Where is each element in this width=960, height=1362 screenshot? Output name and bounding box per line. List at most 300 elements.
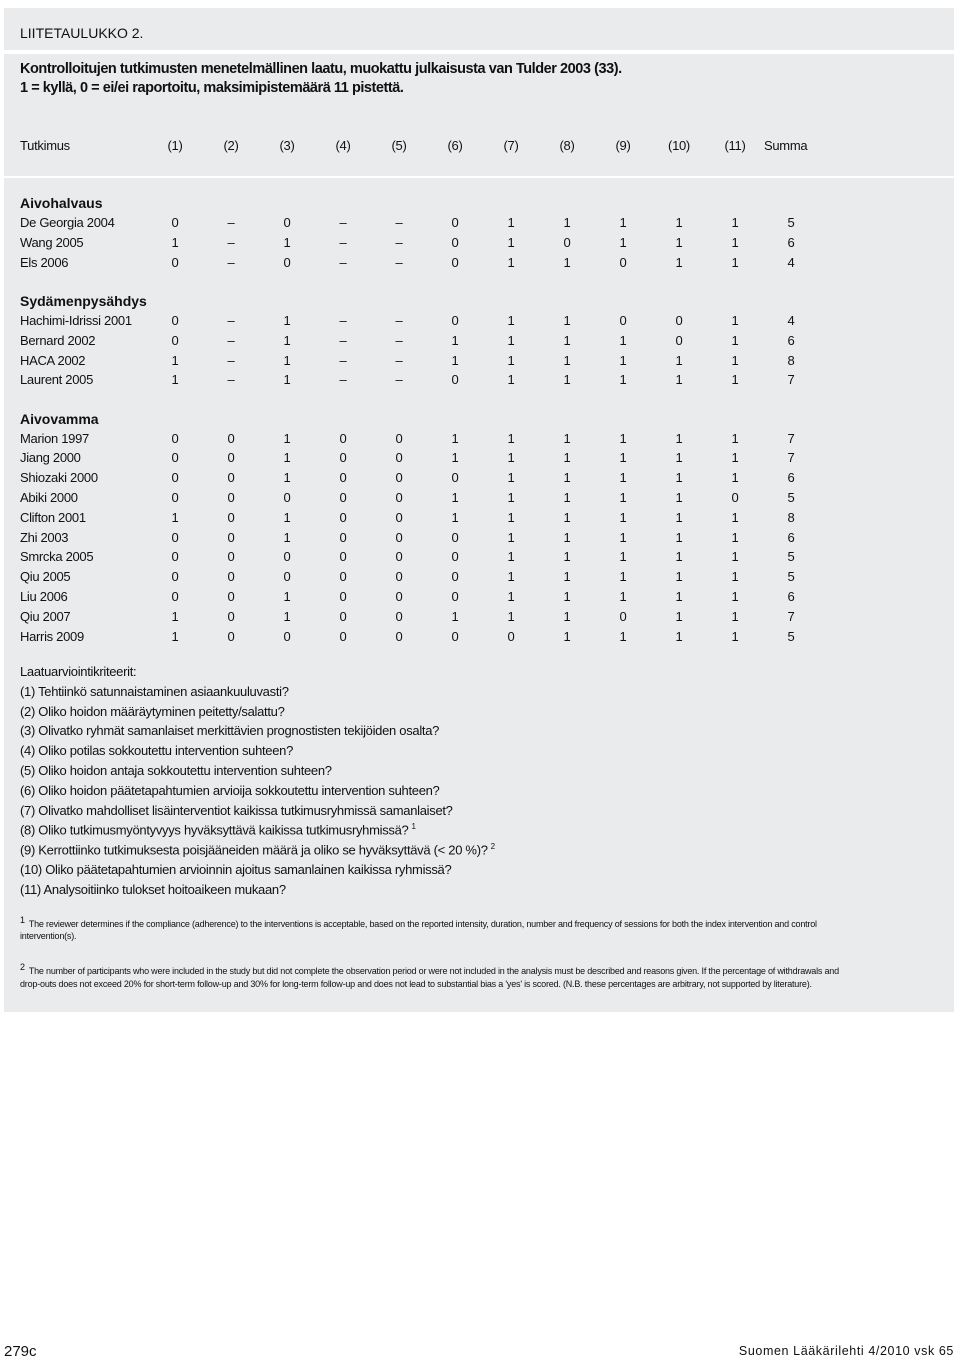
score-cell: 1: [619, 430, 627, 446]
score-cell: 0: [283, 569, 291, 585]
score-cell: –: [339, 372, 347, 388]
score-cell: 0: [339, 569, 347, 585]
score-cell: 1: [507, 312, 515, 328]
sum-cell: 7: [787, 608, 795, 624]
score-cell: 1: [563, 352, 571, 368]
score-cell: –: [227, 312, 235, 328]
footnote-ref: 2: [490, 842, 495, 852]
score-cell: 1: [731, 332, 739, 348]
score-cell: 1: [619, 352, 627, 368]
score-cell: 0: [171, 589, 179, 604]
study-name: Jiang 2000: [20, 450, 81, 466]
footnote-text: drop-outs does not exceed 20% for short-term follow-up and 30% for long-term follow-up and does not lead to substantial bias a 'yes' is scored. (N.B. these percentages are arbitrary, not supported by literature).: [20, 979, 812, 989]
score-cell: 0: [395, 430, 403, 446]
header-criterion-3: (3): [279, 138, 295, 153]
score-cell: 1: [675, 608, 683, 624]
score-cell: 1: [619, 549, 627, 565]
score-cell: 1: [619, 372, 627, 388]
score-cell: 1: [675, 490, 683, 505]
footnote-text: The number of participants who were included in the study but did not complete the observation period or were not included in the analysis must be described and reasons given. If the percentage of withdrawals and: [28, 966, 839, 976]
score-cell: 0: [451, 628, 459, 644]
sum-cell: 6: [787, 234, 795, 250]
score-cell: 0: [395, 529, 403, 545]
sum-cell: 5: [787, 215, 795, 230]
score-cell: 0: [619, 312, 627, 328]
score-cell: 1: [563, 372, 571, 388]
study-name: Harris 2009: [20, 628, 84, 644]
sum-cell: 6: [787, 589, 795, 604]
study-name: Bernard 2002: [20, 332, 96, 348]
score-cell: 1: [675, 569, 683, 585]
score-cell: 1: [171, 234, 179, 250]
score-cell: 0: [395, 509, 403, 525]
page-number: 279c: [4, 1343, 37, 1360]
score-cell: –: [227, 352, 235, 368]
score-cell: 1: [507, 430, 515, 446]
score-cell: 1: [171, 509, 179, 525]
score-cell: 1: [507, 372, 515, 388]
score-cell: –: [339, 234, 347, 250]
score-cell: 1: [675, 549, 683, 565]
score-cell: 0: [283, 628, 291, 644]
criterion-item: [20, 723, 439, 738]
score-cell: –: [395, 352, 403, 368]
table-row: [20, 353, 940, 371]
score-cell: 0: [283, 490, 291, 505]
score-cell: 1: [507, 608, 515, 624]
score-cell: –: [395, 234, 403, 250]
score-cell: 0: [451, 569, 459, 585]
score-cell: 1: [563, 589, 571, 604]
score-cell: 1: [283, 450, 291, 466]
score-cell: 1: [675, 450, 683, 466]
table-row: [20, 549, 940, 567]
score-cell: 1: [563, 608, 571, 624]
score-cell: 0: [283, 549, 291, 565]
criterion-item: [20, 763, 332, 778]
score-cell: 0: [451, 234, 459, 250]
study-name: De Georgia 2004: [20, 215, 115, 230]
criterion-item: [20, 783, 439, 798]
score-cell: 1: [507, 470, 515, 486]
score-cell: 0: [227, 608, 235, 624]
sum-cell: 4: [787, 254, 795, 270]
score-cell: 1: [731, 470, 739, 486]
footnote-mark: 2: [20, 962, 25, 972]
study-name: Wang 2005: [20, 234, 84, 250]
study-name: Els 2006: [20, 254, 69, 270]
criterion-text: (7) Olivatko mahdolliset lisäinterventiot kaikissa tutkimusryhmissä samanlaiset?: [20, 802, 453, 818]
score-cell: 1: [731, 569, 739, 585]
score-cell: 0: [171, 430, 179, 446]
table-row: [20, 313, 940, 331]
score-cell: 1: [507, 509, 515, 525]
score-cell: 1: [675, 470, 683, 486]
study-name: Hachimi-Idrissi 2001: [20, 312, 132, 328]
sum-cell: 5: [787, 490, 795, 505]
table-row: [20, 372, 940, 390]
score-cell: 1: [171, 372, 179, 388]
criterion-item: [20, 882, 286, 897]
header-criterion-4: (4): [335, 138, 351, 153]
score-cell: 1: [283, 529, 291, 545]
study-name: Laurent 2005: [20, 372, 94, 388]
score-cell: 0: [339, 490, 347, 505]
score-cell: 1: [731, 254, 739, 270]
score-cell: 1: [675, 589, 683, 604]
score-cell: 0: [227, 470, 235, 486]
score-cell: 1: [507, 450, 515, 466]
criterion-text: (1) Tehtiinkö satunnaistaminen asiaankuuluvasti?: [20, 683, 289, 699]
score-cell: 0: [451, 215, 459, 230]
score-cell: 1: [563, 470, 571, 486]
criterion-text: (3) Olivatko ryhmät samanlaiset merkittävien prognostisten tekijöiden osalta?: [20, 723, 440, 739]
score-cell: 1: [507, 215, 515, 230]
score-cell: 1: [451, 332, 459, 348]
score-cell: 0: [395, 470, 403, 486]
score-cell: 1: [619, 628, 627, 644]
study-name: Smrcka 2005: [20, 549, 94, 565]
score-cell: 0: [171, 470, 179, 486]
score-cell: 1: [171, 352, 179, 368]
footnote-line: [20, 931, 76, 941]
score-cell: –: [227, 372, 235, 388]
criterion-text: (11) Analysoitiinko tulokset hoitoaikeen mukaan?: [20, 881, 286, 897]
table-row: [20, 510, 940, 528]
footnote-line: [20, 962, 839, 976]
score-cell: 0: [339, 628, 347, 644]
score-cell: 1: [563, 430, 571, 446]
score-cell: 1: [283, 312, 291, 328]
score-cell: 0: [171, 215, 179, 230]
score-cell: 1: [731, 608, 739, 624]
score-cell: 1: [563, 450, 571, 466]
score-cell: 0: [339, 470, 347, 486]
score-cell: 1: [563, 312, 571, 328]
criterion-item: [20, 842, 495, 857]
score-cell: 1: [675, 254, 683, 270]
score-cell: 1: [731, 215, 739, 230]
score-cell: 0: [395, 549, 403, 565]
criterion-item: [20, 743, 293, 758]
score-cell: 0: [339, 608, 347, 624]
score-cell: –: [339, 352, 347, 368]
footnote-text: intervention(s).: [20, 931, 77, 941]
score-cell: 1: [451, 490, 459, 505]
score-cell: 0: [395, 608, 403, 624]
score-cell: 0: [227, 569, 235, 585]
criterion-text: (5) Oliko hoidon antaja sokkoutettu intervention suhteen?: [20, 763, 332, 778]
score-cell: 1: [451, 352, 459, 368]
score-cell: 1: [675, 529, 683, 545]
score-cell: 1: [507, 332, 515, 348]
header-criterion-10: (10): [668, 138, 690, 153]
score-cell: 0: [171, 312, 179, 328]
score-cell: –: [395, 372, 403, 388]
study-name: HACA 2002: [20, 352, 86, 368]
header-criterion-7: (7): [503, 138, 519, 153]
score-cell: 0: [619, 608, 627, 624]
score-cell: 1: [507, 569, 515, 585]
score-cell: 1: [619, 589, 627, 604]
score-cell: 0: [171, 332, 179, 348]
score-cell: 0: [171, 254, 179, 270]
sum-cell: 6: [787, 470, 795, 486]
criterion-item: [20, 704, 285, 719]
score-cell: 1: [563, 569, 571, 585]
score-cell: 1: [563, 509, 571, 525]
score-cell: 0: [283, 215, 291, 230]
score-cell: –: [339, 332, 347, 348]
criterion-item: [20, 822, 416, 837]
title-line: Kontrolloitujen tutkimusten menetelmällinen laatu, muokattu julkaisusta van Tulder 2003 (33).: [20, 61, 622, 77]
score-cell: 0: [675, 312, 683, 328]
score-cell: 1: [675, 234, 683, 250]
criterion-text: (4) Oliko potilas sokkoutettu intervention suhteen?: [20, 743, 294, 759]
score-cell: 0: [171, 450, 179, 466]
header-summa: Summa: [764, 138, 808, 153]
score-cell: 1: [731, 529, 739, 545]
sum-cell: 5: [787, 549, 795, 565]
group-title: Aivohalvaus: [20, 195, 103, 211]
score-cell: 1: [507, 490, 515, 505]
score-cell: 0: [451, 589, 459, 604]
score-cell: 0: [451, 312, 459, 328]
score-cell: –: [395, 254, 403, 270]
score-cell: 0: [339, 529, 347, 545]
score-cell: 1: [731, 549, 739, 565]
score-cell: 1: [563, 529, 571, 545]
header-criterion-5: (5): [391, 138, 407, 153]
table-row: [20, 490, 940, 508]
score-cell: 0: [171, 529, 179, 545]
score-cell: 0: [451, 529, 459, 545]
footnote-text: The reviewer determines if the compliance (adherence) to the interventions is acceptable, based on the reported intensity, duration, number and frequency of sessions for both the index intervention and control: [28, 919, 817, 929]
score-cell: 1: [619, 470, 627, 486]
sum-cell: 6: [787, 529, 795, 545]
sum-cell: 7: [787, 372, 795, 388]
footnote-line: [20, 979, 812, 989]
score-cell: 0: [395, 569, 403, 585]
table-row: [20, 589, 940, 607]
table-row: [20, 215, 940, 233]
table-panel: [4, 54, 954, 1012]
score-cell: 0: [507, 628, 515, 644]
score-cell: 1: [283, 332, 291, 348]
score-cell: 1: [675, 372, 683, 388]
score-cell: 0: [227, 509, 235, 525]
table-row: [20, 450, 940, 468]
score-cell: 0: [451, 254, 459, 270]
score-cell: 0: [227, 490, 235, 505]
journal-footer: Suomen Lääkärilehti 4/2010 vsk 65: [738, 1344, 954, 1358]
score-cell: –: [227, 215, 235, 230]
score-cell: 1: [507, 352, 515, 368]
score-cell: 1: [731, 450, 739, 466]
table-row: [20, 431, 940, 449]
score-cell: 0: [227, 589, 235, 604]
score-cell: 1: [507, 234, 515, 250]
table-row: [20, 255, 940, 273]
score-cell: 0: [619, 254, 627, 270]
score-cell: 1: [451, 450, 459, 466]
score-cell: 0: [451, 470, 459, 486]
score-cell: –: [227, 254, 235, 270]
study-name: Abiki 2000: [20, 490, 78, 505]
score-cell: 1: [507, 549, 515, 565]
score-cell: 0: [171, 549, 179, 565]
sum-cell: 6: [787, 332, 795, 348]
score-cell: 1: [283, 608, 291, 624]
study-name: Shiozaki 2000: [20, 470, 98, 486]
sum-cell: 7: [787, 430, 795, 446]
score-cell: 0: [731, 490, 739, 505]
score-cell: 1: [731, 628, 739, 644]
score-cell: 1: [675, 352, 683, 368]
table-row: [20, 470, 940, 488]
score-cell: 1: [731, 234, 739, 250]
study-name: Qiu 2005: [20, 569, 71, 585]
score-cell: 0: [227, 549, 235, 565]
score-cell: 1: [619, 509, 627, 525]
score-cell: 1: [283, 589, 291, 604]
header-criterion-2: (2): [223, 138, 239, 153]
score-cell: 1: [283, 352, 291, 368]
score-cell: 1: [563, 332, 571, 348]
score-cell: 1: [675, 430, 683, 446]
study-name: Marion 1997: [20, 430, 89, 446]
table-row: [20, 235, 940, 253]
header-criterion-6: (6): [447, 138, 463, 153]
score-cell: 1: [563, 628, 571, 644]
table-row: [20, 609, 940, 627]
criterion-text: (10) Oliko päätetapahtumien arvioinnin ajoitus samanlainen kaikissa ryhmissä?: [20, 862, 452, 877]
score-cell: 1: [507, 589, 515, 604]
score-cell: 0: [675, 332, 683, 348]
score-cell: 1: [563, 215, 571, 230]
score-cell: 0: [395, 589, 403, 604]
score-cell: 1: [619, 569, 627, 585]
score-cell: 1: [731, 589, 739, 604]
header-criterion-1: (1): [167, 138, 183, 153]
sum-cell: 5: [787, 569, 795, 585]
study-name: Clifton 2001: [20, 509, 86, 525]
score-cell: 1: [731, 430, 739, 446]
score-cell: –: [339, 215, 347, 230]
score-cell: 1: [171, 608, 179, 624]
table-row: [20, 333, 940, 351]
criterion-item: [20, 684, 289, 699]
score-cell: 0: [227, 430, 235, 446]
score-cell: 0: [395, 628, 403, 644]
score-cell: 1: [731, 509, 739, 525]
table-row: [20, 530, 940, 548]
score-cell: 1: [619, 215, 627, 230]
score-cell: 1: [451, 509, 459, 525]
score-cell: 1: [619, 234, 627, 250]
group-title: Sydämenpysähdys: [20, 292, 147, 309]
criterion-text: (6) Oliko hoidon päätetapahtumien arvioija sokkoutettu intervention suhteen?: [20, 782, 440, 798]
score-cell: 1: [563, 254, 571, 270]
score-cell: 0: [227, 450, 235, 466]
sum-cell: 8: [787, 509, 795, 525]
score-cell: 1: [507, 529, 515, 545]
score-cell: 0: [339, 589, 347, 604]
criterion-text: (9) Kerrottiinko tutkimuksesta poisjääneiden määrä ja oliko se hyväksyttävä (< 20 %)?: [20, 842, 488, 858]
score-cell: –: [395, 215, 403, 230]
table-label: LIITETAULUKKO 2.: [20, 25, 144, 41]
score-cell: 0: [451, 549, 459, 565]
study-name: Zhi 2003: [20, 529, 69, 545]
study-name: Qiu 2007: [20, 608, 71, 624]
score-cell: 1: [675, 628, 683, 644]
score-cell: –: [339, 254, 347, 270]
criterion-text: (8) Oliko tutkimusmyöntyvyys hyväksyttävä kaikissa tutkimusryhmissä?: [20, 822, 409, 838]
score-cell: 0: [339, 509, 347, 525]
score-cell: –: [227, 234, 235, 250]
score-cell: 0: [451, 372, 459, 388]
score-cell: 1: [283, 470, 291, 486]
score-cell: 1: [619, 332, 627, 348]
score-cell: 1: [451, 430, 459, 446]
score-cell: 1: [563, 490, 571, 505]
sum-cell: 4: [787, 312, 795, 328]
score-cell: 1: [283, 234, 291, 250]
header-criterion-9: (9): [615, 138, 631, 153]
score-cell: 1: [675, 509, 683, 525]
score-cell: 1: [731, 312, 739, 328]
score-cell: 0: [227, 628, 235, 644]
score-cell: 0: [283, 254, 291, 270]
score-cell: 1: [507, 254, 515, 270]
score-cell: 1: [619, 450, 627, 466]
header-criterion-11: (11): [724, 138, 746, 153]
table-label-panel: [4, 8, 954, 50]
score-cell: 1: [171, 628, 179, 644]
score-cell: –: [395, 332, 403, 348]
score-cell: 1: [563, 549, 571, 565]
score-cell: 0: [339, 450, 347, 466]
score-cell: –: [339, 312, 347, 328]
footnote-ref: 1: [411, 822, 416, 832]
header-divider: [4, 176, 954, 178]
score-cell: 0: [395, 490, 403, 505]
score-cell: 1: [731, 372, 739, 388]
header-criterion-8: (8): [559, 138, 575, 153]
study-name: Liu 2006: [20, 589, 68, 604]
group-title: Aivovamma: [20, 410, 99, 427]
score-cell: 1: [675, 215, 683, 230]
criteria-title: Laatuarviointikriteerit:: [20, 664, 137, 679]
score-cell: 0: [563, 234, 571, 250]
score-cell: –: [227, 332, 235, 348]
score-cell: 0: [171, 569, 179, 585]
sum-cell: 5: [787, 628, 795, 644]
score-cell: 1: [283, 509, 291, 525]
score-cell: 0: [339, 430, 347, 446]
score-cell: 1: [731, 352, 739, 368]
criterion-text: (2) Oliko hoidon määräytyminen peitetty/salattu?: [20, 703, 285, 719]
score-cell: 0: [227, 529, 235, 545]
criterion-item: [20, 803, 453, 818]
score-cell: 1: [619, 490, 627, 505]
score-cell: –: [395, 312, 403, 328]
score-cell: 1: [283, 430, 291, 446]
score-cell: 0: [339, 549, 347, 565]
criterion-item: [20, 862, 451, 877]
score-cell: 1: [283, 372, 291, 388]
table-row: [20, 629, 940, 647]
